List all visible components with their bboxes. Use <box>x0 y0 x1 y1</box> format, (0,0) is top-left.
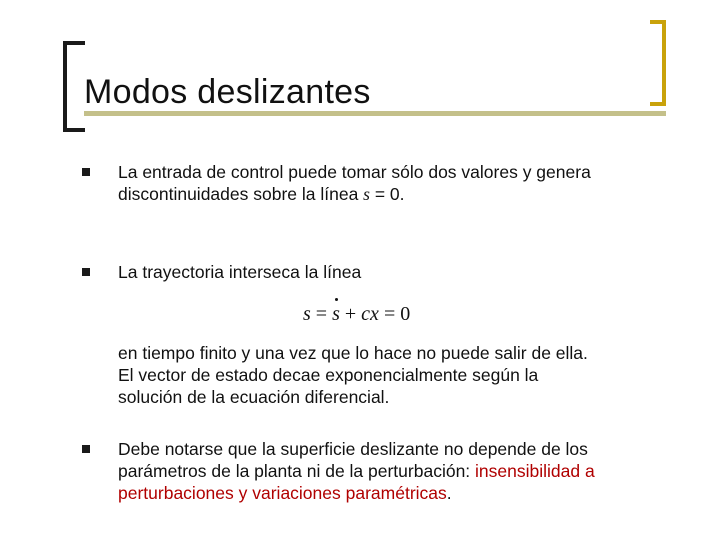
bullet-3-line-3 <box>118 482 678 504</box>
formula-eq-zero: = 0 <box>378 303 411 325</box>
bullet-square-1 <box>82 168 90 176</box>
formula-term1: s <box>332 303 340 325</box>
bullet-1-line-2-prefix: discontinuidades sobre la línea <box>118 184 364 204</box>
bullet-1-line-2-suffix: = 0. <box>369 184 405 204</box>
bullet-2-cont-line-2: El vector de estado decae exponencialmente según la <box>118 365 539 385</box>
highlight-perturbaciones: perturbaciones y variaciones paramétricas <box>118 483 447 503</box>
bullet-3-line-1: Debe notarse que la superficie deslizante no depende de los <box>118 439 588 459</box>
bullet-1-line-2 <box>118 183 678 205</box>
left-bracket-decoration <box>63 41 85 132</box>
highlight-insensibilidad: insensibilidad a <box>475 461 595 481</box>
formula-eq: = <box>310 303 333 325</box>
bullet-1-line-1: La entrada de control puede tomar sólo dos valores y genera <box>118 162 591 182</box>
formula-plus: + <box>339 303 362 325</box>
formula-x: x <box>370 303 379 325</box>
bullet-text-3 <box>118 438 678 504</box>
bullet-3-line-2 <box>118 460 678 482</box>
bullet-3-line-3-end: . <box>446 483 452 503</box>
bullet-2-cont-line-1: en tiempo finito y una vez que lo hace no puede salir de ella. <box>118 343 588 363</box>
bullet-2-cont-line-3: solución de la ecuación diferencial. <box>118 387 390 407</box>
bullet-square-3 <box>82 445 90 453</box>
formula-c: c <box>361 303 371 325</box>
variable-s: s <box>363 184 370 204</box>
bullet-2-intro: La trayectoria interseca la línea <box>118 262 362 282</box>
bullet-2-continuation <box>118 342 678 408</box>
slide-title: Modos deslizantes <box>84 73 371 111</box>
right-bracket-decoration <box>650 20 666 106</box>
formula-lhs: s <box>303 303 311 325</box>
bullet-square-2 <box>82 268 90 276</box>
bullet-3-line-2-normal: parámetros de la planta ni de la perturbación: <box>118 461 476 481</box>
bullet-text-1 <box>118 161 678 205</box>
sliding-surface-formula <box>303 303 410 326</box>
